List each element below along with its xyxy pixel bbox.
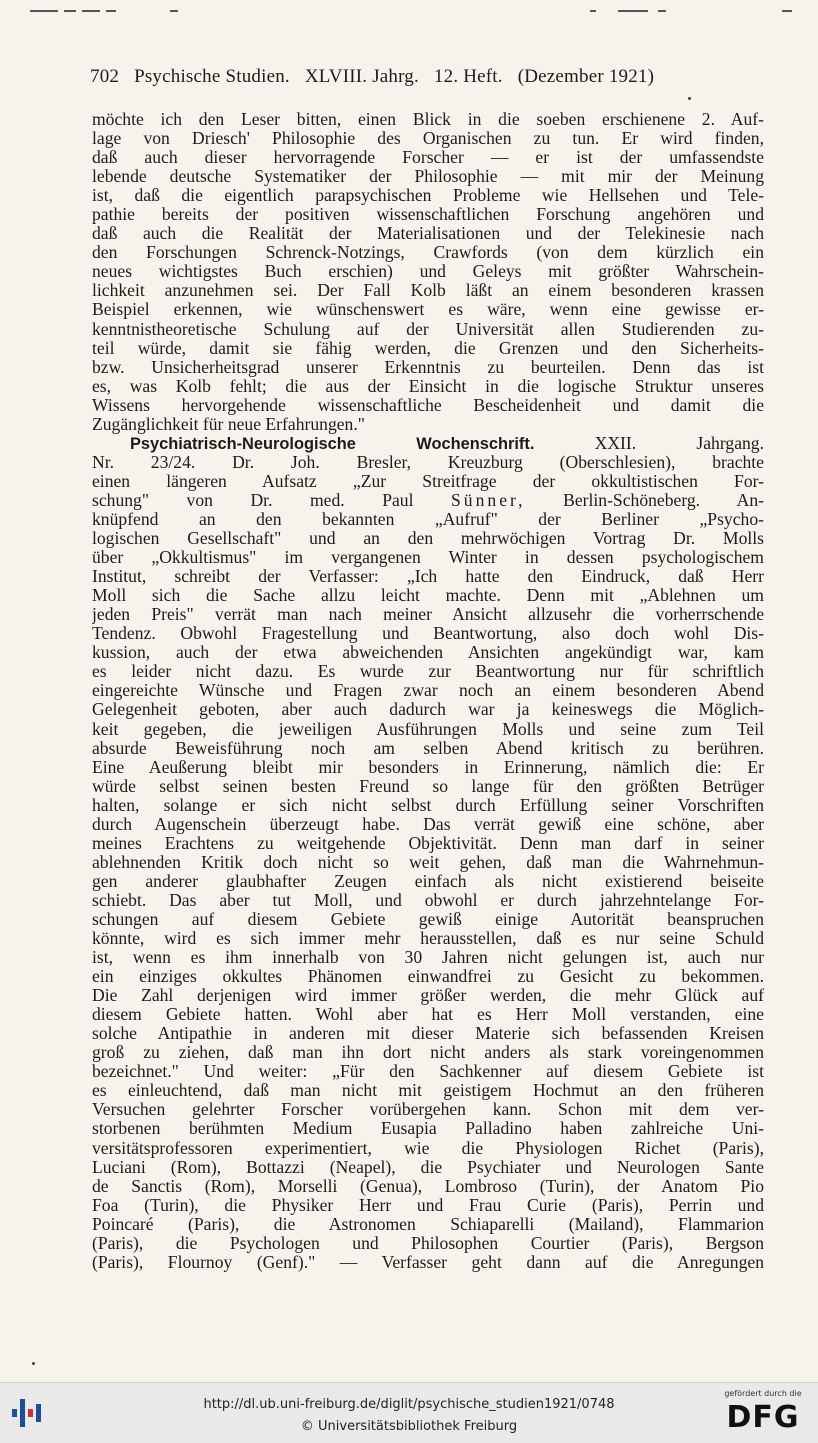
- text-line: diesem Gebiete hatten. Wohl aber hat es Herr Moll verstanden, eine: [92, 1005, 764, 1025]
- text-line: storbenen berühmten Medium Eusapia Palladino haben zahlreiche Uni-: [92, 1119, 764, 1139]
- text-line: Zugänglichkeit für neue Erfahrungen.": [92, 414, 365, 434]
- text-line: jeden Preis" verrät man nach meiner Ansicht allzusehr die vorherrschende: [92, 605, 764, 625]
- footer-bar: [0, 1382, 818, 1443]
- issue-date: (Dezember 1921): [517, 66, 655, 87]
- spaced-author-name: Sünner,: [451, 490, 526, 510]
- text-line: versitätsprofessoren experimentiert, wie die Physiologen Richet (Paris),: [92, 1138, 764, 1158]
- text-line: teil würde, damit sie fähig werden, die Grenzen und den Sicherheits-: [92, 338, 764, 358]
- text-line: es leider nicht dazu. Es wurde zur Beantwortung nur für schriftlich: [92, 662, 764, 682]
- text-line: Tendenz. Obwohl Fragestellung und Beantwortung, also doch wohl Dis-: [92, 624, 764, 644]
- text-line: pathie bereits der positiven wissenschaftlichen Forschung angehören und: [92, 205, 764, 225]
- text-line: Nr. 23/24. Dr. Joh. Bresler, Kreuzburg (Oberschlesien), brachte: [92, 452, 764, 472]
- text-line: groß zu ziehen, daß man ihn dort nicht anders als stark voreingenommen: [92, 1043, 764, 1063]
- text-line: (Paris), die Psychologen und Philosophen Courtier (Paris), Bergson: [92, 1233, 764, 1253]
- text-line: (Paris), Flournoy (Genf)." — Verfasser geht dann auf die Anregungen: [92, 1252, 764, 1272]
- text-segment: schung" von Dr. med. Paul: [92, 490, 452, 510]
- text-line: solche Antipathie in anderen mit dieser Materie sich befassenden Kreisen: [92, 1024, 764, 1044]
- text-line: Versuchen gelehrter Forscher vorübergehen kann. Schon mit dem ver-: [92, 1100, 764, 1120]
- text-line: über „Okkultismus" im vergangenen Winter in dessen psychologischem: [92, 548, 764, 568]
- text-line: eingereichte Wünsche und Fragen zwar noch an einem besonderen Abend: [92, 681, 764, 701]
- text-line: absurde Beweisführung noch am selben Abend kritisch zu berühren.: [92, 738, 764, 758]
- text-line: logischen Gesellschaft" und an den mehrwöchigen Vortrag Dr. Molls: [92, 529, 764, 549]
- text-line: ist, daß die eigentlich parapsychischen Probleme wie Hellsehen und Tele-: [92, 186, 764, 206]
- text-line: daß auch die Realität der Materialisationen und der Telekinesie nach: [92, 224, 764, 244]
- text-line: es einleuchtend, daß man nicht mit geistigem Hochmut an den früheren: [92, 1081, 764, 1101]
- section-lead: XXII. Jahrgang.: [594, 433, 764, 453]
- running-head: [90, 66, 770, 88]
- text-line: Institut, schreibt der Verfasser: „Ich hatte den Eindruck, daß Herr: [92, 567, 764, 587]
- text-line: kenntnistheoretische Schulung auf der Universität allen Studierenden zu-: [92, 319, 764, 339]
- text-line: neues wichtigstes Buch erschien) und Geleys mit größter Wahrschein-: [92, 262, 764, 282]
- dfg-funding-label: gefördert durch die: [724, 1389, 802, 1398]
- text-line: gen anderer glaubhafter Zeugen einfach als nicht existierend beiseite: [92, 871, 764, 891]
- text-line: Poincaré (Paris), die Astronomen Schiaparelli (Mailand), Flammarion: [92, 1214, 764, 1234]
- text-line: Moll sich die Sache allzu leicht machte. Denn mit „Ablehnen um: [92, 586, 764, 606]
- section-heading: Psychiatrisch-Neurologische Wochenschrift.: [130, 434, 535, 453]
- ink-speck: [688, 97, 691, 100]
- text-line: halten, solange er sich nicht selbst durch Erfüllung seiner Vorschriften: [92, 795, 764, 815]
- text-line: einen längeren Aufsatz „Zur Streitfrage der okkultistischen For-: [92, 471, 764, 491]
- text-line: daß auch dieser hervorragende Forscher — er ist der umfassendste: [92, 148, 764, 168]
- text-line: Wissens hervorgehende wissenschaftliche Bescheidenheit und damit die: [92, 395, 764, 415]
- text-line: ein einziges okkultes Phänomen einwandfrei zu Gesicht zu bekommen.: [92, 967, 764, 987]
- text-line: Foa (Turin), die Physiker Herr und Frau Curie (Paris), Perrin und: [92, 1195, 764, 1215]
- text-line: möchte ich den Leser bitten, einen Blick in die soeben erschienene 2. Auf-: [92, 110, 764, 129]
- text-line: schiebt. Das aber tut Moll, und obwohl er durch jahrzehntelange For-: [92, 890, 764, 910]
- text-line: Die Zahl derjenigen wird immer größer werden, die mehr Glück auf: [92, 986, 764, 1006]
- text-line: würde selbst seinen besten Freund so lange für den größten Betrüger: [92, 776, 764, 796]
- text-line: meines Erachtens zu weitgehende Objektivität. Denn man darf in seiner: [92, 833, 764, 853]
- volume: XLVIII. Jahrg.: [304, 66, 419, 87]
- text-line: den Forschungen Schrenck-Notzings, Crawfords (von dem kürzlich ein: [92, 243, 764, 263]
- text-line: knüpfend an den bekannten „Aufruf" der Berliner „Psycho-: [92, 509, 764, 529]
- text-line: [92, 491, 764, 510]
- page-number: 702: [90, 66, 120, 87]
- section-heading-line: [92, 434, 764, 453]
- text-line: Gelegenheit geboten, aber auch dadurch war ja keineswegs die Möglich-: [92, 700, 764, 720]
- scan-edge-marks: [30, 10, 790, 16]
- footer-copyright: © Universitätsbibliothek Freiburg: [300, 1419, 518, 1434]
- footer-url-link[interactable]: http://dl.ub.uni-freiburg.de/diglit/psychische_studien1921/0748: [203, 1397, 615, 1412]
- text-line: es, was Kolb fehlt; die aus der Einsicht in die logische Struktur unseres: [92, 376, 764, 396]
- text-line: lebende deutsche Systematiker der Philosophie — mit mir der Meinung: [92, 167, 764, 187]
- text-line: könnte, wird es sich immer mehr herausstellen, daß es nur seine Schuld: [92, 929, 764, 949]
- body-text: [92, 110, 764, 1272]
- text-line: schungen auf diesem Gebiete gewiß einige Autorität beanspruchen: [92, 909, 764, 929]
- text-line: Luciani (Rom), Bottazzi (Neapel), die Psychiater und Neurologen Sante: [92, 1157, 764, 1177]
- text-line: de Sanctis (Rom), Morselli (Genua), Lombroso (Turin), der Anatom Pio: [92, 1176, 764, 1196]
- text-line: kussion, auch der etwa abweichenden Ansichten angekündigt war, kam: [92, 643, 764, 663]
- ink-speck: [32, 1362, 35, 1365]
- journal-title: Psychische Studien.: [134, 66, 290, 87]
- text-line: ist, wenn es ihm innerhalb von 30 Jahren nicht gelungen ist, auch nur: [92, 948, 764, 968]
- text-line: bzw. Unsicherheitsgrad unserer Erkenntnis zu beurteilen. Denn das ist: [92, 357, 764, 377]
- text-line: ablehnenden Kritik doch nicht so weit gehen, daß man die Wahrnehmun-: [92, 852, 764, 872]
- text-line: keit gegeben, die jeweiligen Ausführungen Molls und seine zum Teil: [92, 719, 764, 739]
- text-line: durch Augenschein überzeugt habe. Das verrät gewiß eine schöne, aber: [92, 814, 764, 834]
- issue: 12. Heft.: [433, 66, 503, 87]
- text-segment: Berlin-Schöneberg. An-: [525, 490, 764, 510]
- text-line: Beispiel erkennen, wie wünschenswert es wäre, wenn eine gewisse er-: [92, 300, 764, 320]
- text-line: lage von Driesch' Philosophie des Organischen zu tun. Er wird finden,: [92, 129, 764, 149]
- text-line: bezeichnet." Und weiter: „Für den Sachkenner auf diesem Gebiete ist: [92, 1062, 764, 1082]
- text-line: Eine Aeußerung bleibt mir besonders in Erinnerung, nämlich die: Er: [92, 757, 764, 777]
- text-line: lichkeit anzunehmen sei. Der Fall Kolb läßt an einem besonderen krassen: [92, 281, 764, 301]
- dfg-logo: DFG: [726, 1400, 800, 1435]
